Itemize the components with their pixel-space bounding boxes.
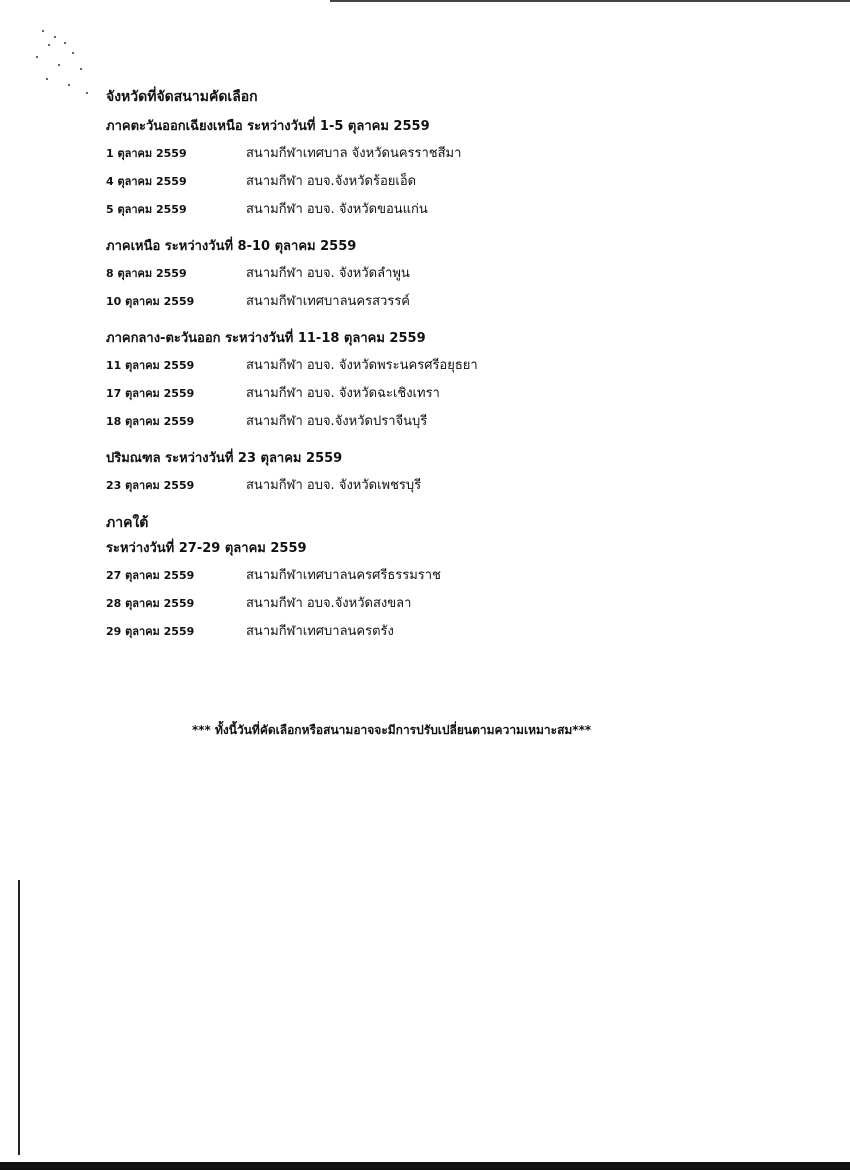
schedule-date: 5 ตุลาคม 2559: [106, 203, 187, 216]
schedule-venue: สนามกีฬา อบจ. จังหวัดเพชรบุรี: [246, 478, 422, 493]
schedule-venue: สนามกีฬา อบจ.จังหวัดสงขลา: [246, 596, 412, 611]
schedule-date: 8 ตุลาคม 2559: [106, 267, 187, 280]
scan-edge-left: [18, 880, 20, 1155]
schedule-date: 28 ตุลาคม 2559: [106, 597, 195, 610]
section-south: [106, 510, 746, 646]
schedule-date: 17 ตุลาคม 2559: [106, 387, 195, 400]
schedule-date: 4 ตุลาคม 2559: [106, 175, 187, 188]
schedule-date: 18 ตุลาคม 2559: [106, 415, 195, 428]
schedule-row: [106, 590, 746, 618]
schedule-venue: สนามกีฬา อบจ. จังหวัดพระนครศรีอยุธยา: [246, 358, 478, 373]
scan-speckles: [28, 22, 98, 102]
schedule-date: 29 ตุลาคม 2559: [106, 625, 195, 638]
schedule-row: [106, 618, 746, 646]
section-header: ภาคตะวันออกเฉียงเหนือ ระหว่างวันที่ 1-5 ตุลาคม 2559: [106, 119, 430, 134]
schedule-row: [106, 168, 746, 196]
schedule-venue: สนามกีฬาเทศบาลนครตรัง: [246, 624, 394, 639]
section-header: ภาคใต้: [106, 515, 149, 531]
schedule-row: [106, 352, 746, 380]
section-central-east: [106, 326, 746, 436]
scan-edge-top: [330, 0, 850, 2]
section-subheader: ระหว่างวันที่ 27-29 ตุลาคม 2559: [106, 541, 307, 556]
section-header: ปริมณฑล ระหว่างวันที่ 23 ตุลาคม 2559: [106, 451, 343, 466]
schedule-venue: สนามกีฬา อบจ. จังหวัดขอนแก่น: [246, 202, 428, 217]
section-metropolitan: [106, 446, 746, 500]
schedule-row: [106, 380, 746, 408]
document-title: จังหวัดที่จัดสนามคัดเลือก: [106, 89, 258, 105]
schedule-venue: สนามกีฬา อบจ.จังหวัดร้อยเอ็ด: [246, 174, 417, 189]
schedule-date: 23 ตุลาคม 2559: [106, 479, 195, 492]
schedule-row: [106, 472, 746, 500]
schedule-venue: สนามกีฬาเทศบาลนครสวรรค์: [246, 294, 410, 309]
scan-edge-bottom: [0, 1162, 850, 1170]
schedule-date: 11 ตุลาคม 2559: [106, 359, 195, 372]
section-north: [106, 234, 746, 316]
schedule-venue: สนามกีฬาเทศบาลนครศรีธรรมราช: [246, 568, 441, 583]
schedule-venue: สนามกีฬาเทศบาล จังหวัดนครราชสีมา: [246, 146, 462, 161]
document-body: [106, 86, 746, 646]
schedule-row: [106, 288, 746, 316]
section-header: ภาคเหนือ ระหว่างวันที่ 8-10 ตุลาคม 2559: [106, 239, 357, 254]
schedule-date: 1 ตุลาคม 2559: [106, 147, 187, 160]
schedule-venue: สนามกีฬา อบจ. จังหวัดฉะเชิงเทรา: [246, 386, 440, 401]
schedule-row: [106, 408, 746, 436]
schedule-row: [106, 260, 746, 288]
footnote: *** ทั้งนี้วันที่คัดเลือกหรือสนามอาจจะมีการปรับเปลี่ยนตามความเหมาะสม***: [192, 723, 592, 737]
schedule-venue: สนามกีฬา อบจ. จังหวัดลำพูน: [246, 266, 410, 281]
schedule-venue: สนามกีฬา อบจ.จังหวัดปราจีนบุรี: [246, 414, 428, 429]
schedule-row: [106, 196, 746, 224]
schedule-date: 27 ตุลาคม 2559: [106, 569, 195, 582]
section-header: ภาคกลาง-ตะวันออก ระหว่างวันที่ 11-18 ตุลาคม 2559: [106, 331, 426, 346]
schedule-date: 10 ตุลาคม 2559: [106, 295, 195, 308]
schedule-row: [106, 140, 746, 168]
section-northeast: [106, 114, 746, 224]
schedule-row: [106, 562, 746, 590]
